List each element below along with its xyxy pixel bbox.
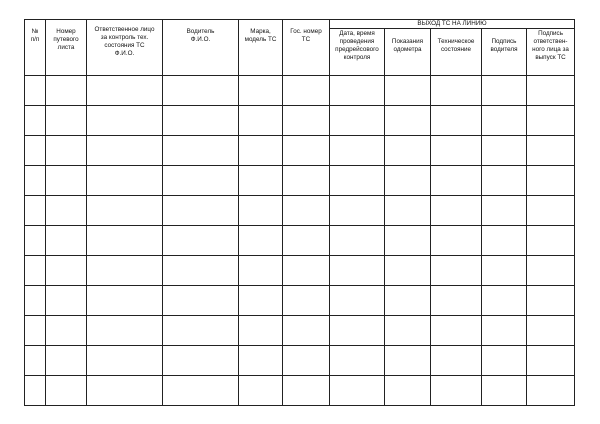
table-cell: [283, 106, 330, 136]
table-cell: [527, 316, 575, 346]
table-cell: [431, 316, 482, 346]
table-cell: [87, 316, 163, 346]
table-row: [25, 166, 575, 196]
table-cell: [527, 76, 575, 106]
group-header-release-label: ВЫХОД ТС НА ЛИНИЮ: [417, 20, 487, 27]
col-header-odometer: [385, 29, 431, 76]
table-body: [25, 76, 575, 406]
table-cell: [87, 136, 163, 166]
table-cell: [25, 106, 46, 136]
table-cell: [239, 106, 283, 136]
table-cell: [482, 286, 527, 316]
table-cell: [527, 136, 575, 166]
table-cell: [46, 346, 87, 376]
table-cell: [283, 316, 330, 346]
table-cell: [330, 256, 385, 286]
table-cell: [431, 166, 482, 196]
table-cell: [330, 376, 385, 406]
table-row: [25, 286, 575, 316]
table-cell: [527, 226, 575, 256]
table-cell: [431, 346, 482, 376]
table-cell: [163, 346, 239, 376]
col-header-vehicle-model-label: Марка, модель ТС: [244, 28, 277, 43]
header-row-1: [25, 20, 575, 29]
table-cell: [239, 346, 283, 376]
table-cell: [527, 286, 575, 316]
table-row: [25, 256, 575, 286]
col-header-responsible-label: Ответственное лицо за контроль тех. состояния ТС Ф.И.О.: [94, 26, 155, 57]
table-cell: [46, 286, 87, 316]
table-cell: [46, 196, 87, 226]
table-cell: [482, 346, 527, 376]
table-cell: [527, 166, 575, 196]
table-cell: [330, 166, 385, 196]
col-header-waybill-label: Номер путевого листа: [53, 28, 79, 51]
table-cell: [163, 256, 239, 286]
table-cell: [283, 136, 330, 166]
table-cell: [239, 256, 283, 286]
table-row: [25, 76, 575, 106]
table-cell: [482, 376, 527, 406]
table-cell: [25, 376, 46, 406]
table-cell: [431, 286, 482, 316]
table-cell: [163, 196, 239, 226]
table-cell: [330, 286, 385, 316]
table-cell: [330, 106, 385, 136]
table-cell: [482, 76, 527, 106]
col-header-driver-signature: [482, 29, 527, 76]
table-cell: [283, 256, 330, 286]
table-cell: [163, 136, 239, 166]
col-header-technical-condition-label: Техническое состояние: [437, 38, 475, 53]
col-header-driver-signature-label: Подпись водителя: [490, 38, 518, 53]
table-row: [25, 106, 575, 136]
table-cell: [283, 196, 330, 226]
table-cell: [283, 166, 330, 196]
table-cell: [163, 316, 239, 346]
table-cell: [87, 166, 163, 196]
table-cell: [385, 196, 431, 226]
col-header-driver: [163, 20, 239, 76]
table-cell: [239, 196, 283, 226]
table-cell: [385, 166, 431, 196]
table-cell: [46, 76, 87, 106]
table-cell: [330, 136, 385, 166]
table-cell: [239, 316, 283, 346]
table-cell: [283, 286, 330, 316]
table-cell: [163, 226, 239, 256]
table-cell: [87, 376, 163, 406]
table-cell: [239, 286, 283, 316]
table-cell: [25, 346, 46, 376]
table-row: [25, 196, 575, 226]
table-cell: [46, 106, 87, 136]
table-cell: [482, 106, 527, 136]
table-cell: [527, 196, 575, 226]
table-cell: [87, 346, 163, 376]
table-cell: [482, 136, 527, 166]
table-cell: [239, 76, 283, 106]
col-header-inspection-datetime-label: Дата, время проведения предрейсового контроля: [335, 30, 379, 61]
col-header-odometer-label: Показания одометра: [391, 38, 424, 53]
table-cell: [25, 256, 46, 286]
table-cell: [46, 256, 87, 286]
table-cell: [25, 166, 46, 196]
table-cell: [163, 106, 239, 136]
table-cell: [239, 136, 283, 166]
table-cell: [330, 196, 385, 226]
table-cell: [330, 316, 385, 346]
table-cell: [163, 166, 239, 196]
table-cell: [527, 256, 575, 286]
table-cell: [87, 226, 163, 256]
table-cell: [25, 286, 46, 316]
table-cell: [431, 106, 482, 136]
table-cell: [482, 196, 527, 226]
table-cell: [87, 286, 163, 316]
table-row: [25, 226, 575, 256]
col-header-technical-condition: [431, 29, 482, 76]
table-cell: [283, 76, 330, 106]
table-cell: [87, 196, 163, 226]
table-cell: [87, 76, 163, 106]
col-header-number: [25, 20, 46, 76]
table-cell: [385, 346, 431, 376]
table-cell: [527, 106, 575, 136]
vehicle-release-log-table: [24, 19, 575, 406]
col-header-responsible: [87, 20, 163, 76]
table-cell: [239, 226, 283, 256]
table-cell: [46, 226, 87, 256]
table-cell: [239, 376, 283, 406]
table-cell: [163, 286, 239, 316]
col-header-responsible-signature-label: Подпись ответствен- ного лица за выпуск ТС: [532, 30, 569, 61]
table-cell: [431, 376, 482, 406]
table-row: [25, 376, 575, 406]
table-cell: [163, 376, 239, 406]
col-header-vehicle-model: [239, 20, 283, 76]
table-cell: [25, 196, 46, 226]
table-cell: [431, 226, 482, 256]
table-cell: [283, 226, 330, 256]
col-header-responsible-signature: [527, 29, 575, 76]
table-cell: [431, 76, 482, 106]
table-cell: [87, 256, 163, 286]
col-header-number-label: № п/п: [30, 28, 40, 43]
table-cell: [385, 316, 431, 346]
table-cell: [25, 316, 46, 346]
table-cell: [46, 376, 87, 406]
table-cell: [482, 166, 527, 196]
col-header-plate-number-label: Гос. номер ТС: [290, 28, 322, 43]
table-cell: [385, 376, 431, 406]
table-cell: [25, 76, 46, 106]
table-cell: [431, 136, 482, 166]
table-cell: [527, 376, 575, 406]
table-cell: [385, 256, 431, 286]
group-header-release: [330, 20, 575, 29]
table-cell: [431, 196, 482, 226]
table-cell: [385, 226, 431, 256]
table-cell: [431, 256, 482, 286]
table-cell: [527, 346, 575, 376]
col-header-driver-label: Водитель Ф.И.О.: [186, 28, 215, 43]
table-cell: [163, 76, 239, 106]
table-cell: [482, 316, 527, 346]
table-row: [25, 136, 575, 166]
table-cell: [25, 136, 46, 166]
table-cell: [283, 346, 330, 376]
table-cell: [385, 106, 431, 136]
col-header-plate-number: [283, 20, 330, 76]
table-row: [25, 316, 575, 346]
table-cell: [25, 226, 46, 256]
table-cell: [330, 346, 385, 376]
table-cell: [87, 106, 163, 136]
table-cell: [46, 166, 87, 196]
table-cell: [482, 226, 527, 256]
table-cell: [330, 76, 385, 106]
table-row: [25, 346, 575, 376]
table-cell: [283, 376, 330, 406]
table-cell: [239, 166, 283, 196]
table-cell: [330, 226, 385, 256]
table-cell: [385, 136, 431, 166]
table-cell: [46, 316, 87, 346]
table-cell: [46, 136, 87, 166]
table-cell: [385, 76, 431, 106]
col-header-waybill: [46, 20, 87, 76]
table-cell: [385, 286, 431, 316]
table-cell: [482, 256, 527, 286]
col-header-inspection-datetime: [330, 29, 385, 76]
